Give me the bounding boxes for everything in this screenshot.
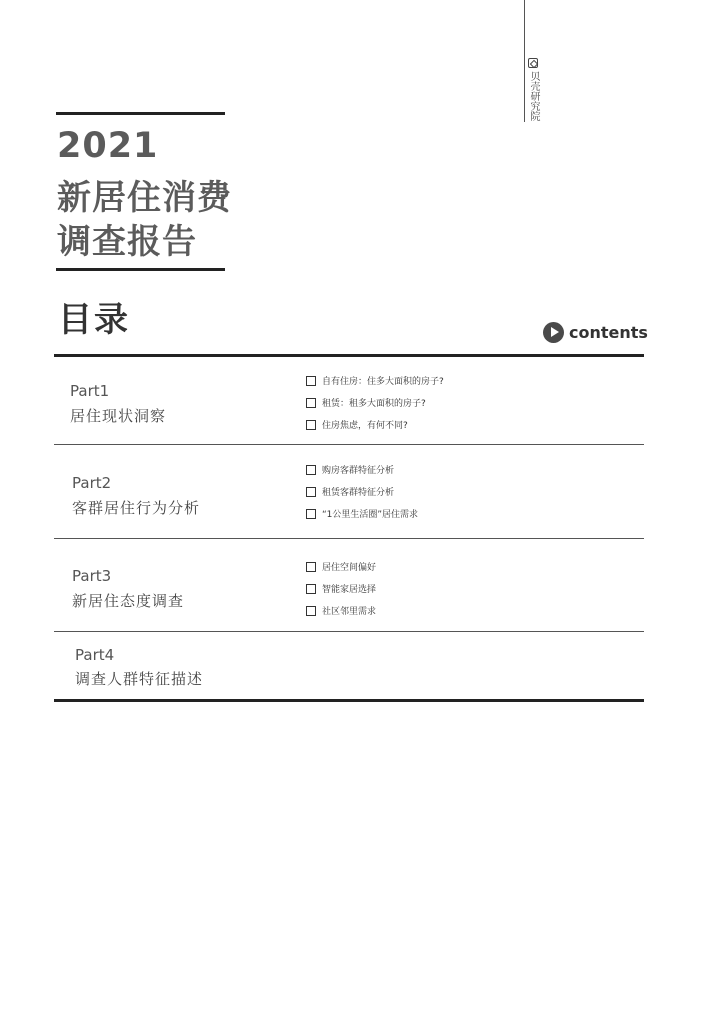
checkbox-icon — [306, 487, 316, 497]
part-number: Part3 — [72, 567, 112, 585]
toc-item — [306, 418, 408, 431]
toc-item — [306, 485, 394, 498]
report-year: 2021 — [57, 126, 159, 166]
brand-logo-icon — [528, 58, 538, 68]
title-bottom-rule — [56, 268, 225, 271]
toc-divider-1 — [54, 444, 644, 445]
toc-item — [306, 560, 376, 573]
brand-divider — [524, 0, 525, 122]
toc-divider-3 — [54, 631, 644, 632]
toc-item — [306, 396, 426, 409]
toc-item-label: 自有住房：住多大面积的房子? — [322, 377, 444, 387]
part-number: Part1 — [70, 382, 110, 400]
checkbox-icon — [306, 376, 316, 386]
part-number: Part4 — [75, 646, 115, 664]
toc-item-label: 租赁客群特征分析 — [322, 488, 395, 498]
brand-name: 贝壳研究院 — [528, 71, 539, 121]
report-title-line-1: 新居住消费 — [57, 178, 232, 218]
part-number: Part2 — [72, 474, 112, 492]
toc-item — [306, 507, 418, 520]
toc-item-label: 社区邻里需求 — [322, 607, 377, 617]
toc-item — [306, 604, 376, 617]
toc-item-label: 居住空间偏好 — [322, 563, 377, 573]
brand-mark — [528, 58, 540, 121]
toc-divider-2 — [54, 538, 644, 539]
report-title-line-2: 调查报告 — [57, 222, 197, 262]
part-title: 调查人群特征描述 — [75, 670, 204, 688]
checkbox-icon — [306, 562, 316, 572]
part-title: 客群居住行为分析 — [72, 499, 201, 517]
checkbox-icon — [306, 420, 316, 430]
contents-marker — [543, 322, 648, 343]
toc-item — [306, 582, 376, 595]
checkbox-icon — [306, 584, 316, 594]
contents-label: contents — [569, 323, 648, 342]
checkbox-icon — [306, 465, 316, 475]
checkbox-icon — [306, 398, 316, 408]
part-title: 新居住态度调查 — [72, 592, 185, 610]
toc-item-label: 住房焦虑，有何不同? — [322, 421, 408, 431]
toc-bottom-rule — [54, 699, 644, 702]
checkbox-icon — [306, 606, 316, 616]
play-icon — [543, 322, 564, 343]
toc-item — [306, 374, 444, 387]
part-title: 居住现状洞察 — [70, 407, 167, 425]
title-top-rule — [56, 112, 225, 115]
toc-item-label: 购房客群特征分析 — [322, 466, 395, 476]
toc-item — [306, 463, 394, 476]
toc-top-rule — [54, 354, 644, 357]
toc-heading: 目录 — [58, 300, 130, 340]
toc-item-label: 租赁：租多大面积的房子? — [322, 399, 426, 409]
checkbox-icon — [306, 509, 316, 519]
toc-item-label: “1公里生活圈”居住需求 — [322, 510, 419, 520]
toc-item-label: 智能家居选择 — [322, 585, 377, 595]
